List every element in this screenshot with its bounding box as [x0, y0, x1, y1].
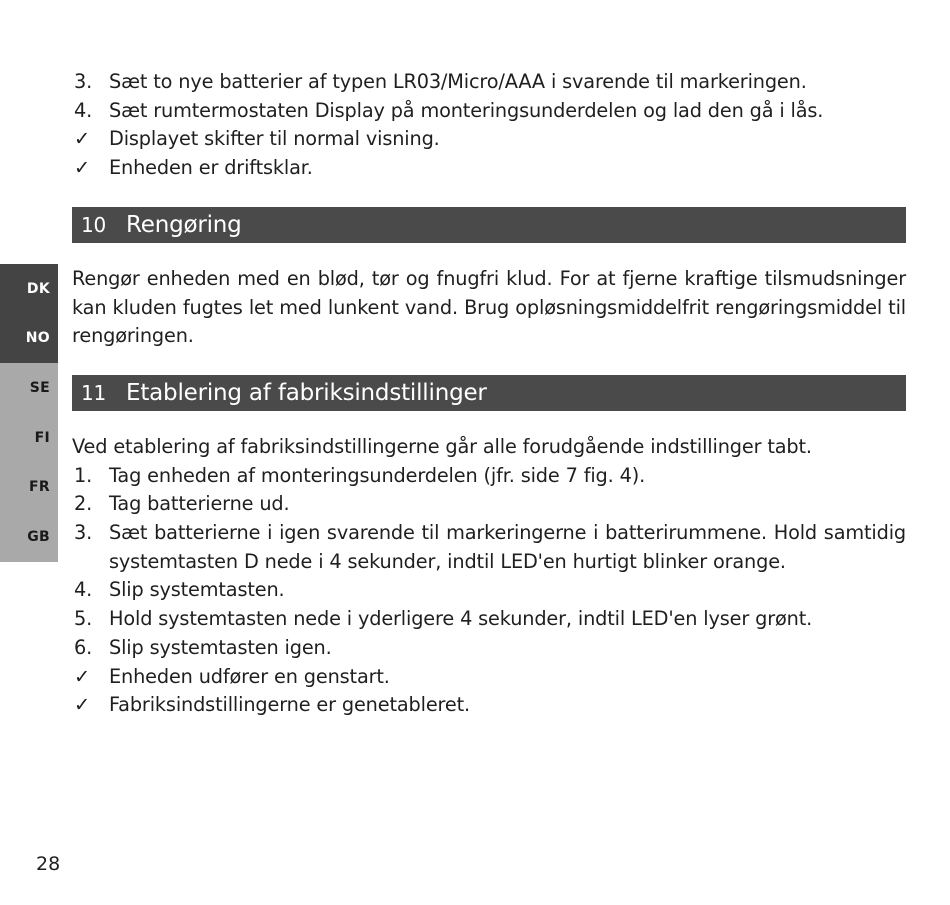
- list-item: [72, 663, 906, 692]
- check-icon: ✓: [74, 664, 91, 688]
- section-number: 11: [81, 380, 107, 405]
- language-tab-se[interactable]: [0, 363, 58, 413]
- step-text: Fabriksindstillingerne er genetableret.: [109, 693, 470, 717]
- list-item: [72, 691, 906, 720]
- step-text: Hold systemtasten nede i yderligere 4 sekunder, indtil LED'en lyser grønt.: [109, 607, 813, 631]
- list-item: [72, 68, 906, 97]
- section-heading-10: [72, 207, 906, 243]
- list-item: [72, 490, 906, 519]
- step-text: Displayet skifter til normal visning.: [109, 127, 440, 151]
- step-number: 1.: [74, 463, 93, 487]
- step-text: Tag batterierne ud.: [109, 492, 290, 516]
- section-heading-11: [72, 375, 906, 411]
- language-tab-dk[interactable]: [0, 264, 58, 314]
- language-tab-label: NO: [25, 330, 50, 347]
- step-number: 4.: [74, 578, 93, 602]
- language-tab-label: SE: [29, 379, 50, 396]
- list-item: [72, 97, 906, 126]
- list-item: [72, 605, 906, 634]
- step-text: Sæt to nye batterier af typen LR03/Micro/AAA i svarende til markeringen.: [109, 70, 807, 93]
- page-content: [72, 68, 906, 720]
- language-tab-fi[interactable]: [0, 413, 58, 463]
- intro-step-list: [72, 68, 906, 183]
- section-11-step-list: [72, 462, 906, 720]
- step-text: Tag enheden af monteringsunderdelen (jfr. side 7 fig. 4).: [109, 463, 646, 487]
- step-text: Slip systemtasten.: [109, 578, 285, 602]
- check-icon: ✓: [74, 127, 91, 151]
- language-tab-fr[interactable]: [0, 462, 58, 512]
- check-icon: ✓: [74, 693, 91, 717]
- step-number: 5.: [74, 607, 93, 631]
- language-tab-gb[interactable]: [0, 512, 58, 562]
- list-item: [72, 576, 906, 605]
- step-number: 4.: [74, 98, 93, 122]
- list-item: [72, 462, 906, 491]
- language-tabs: [0, 264, 58, 562]
- step-number: 3.: [74, 521, 93, 545]
- language-tab-label: DK: [26, 280, 50, 297]
- step-text: Sæt rumtermostaten Display på monteringsunderdelen og lad den gå i lås.: [109, 98, 824, 122]
- list-item: [72, 154, 906, 183]
- language-tab-label: GB: [27, 528, 50, 545]
- step-text: Enheden er driftsklar.: [109, 156, 313, 180]
- section-title: Rengøring: [126, 211, 242, 238]
- step-text: Slip systemtasten igen.: [109, 635, 332, 659]
- step-text: Sæt batterierne i igen svarende til markeringerne i batterirummene. Hold samtidig systemtasten D nede i 4 sekunder, indtil LED'en hurtigt blinker orange.: [109, 521, 906, 573]
- language-tab-label: FI: [34, 429, 50, 446]
- step-number: 6.: [74, 635, 93, 659]
- section-10-body: Rengør enheden med en blød, tør og fnugfri klud. For at fjerne kraftige tilsmudsninger kan kluden fugtes let med lunkent vand. Brug opløsningsmiddelfrit rengøringsmiddel til rengøringen.: [72, 266, 906, 348]
- section-number: 10: [81, 212, 107, 237]
- step-number: 2.: [74, 492, 93, 516]
- step-number: 3.: [74, 70, 93, 93]
- language-tab-no[interactable]: [0, 314, 58, 364]
- list-item: [72, 634, 906, 663]
- check-icon: ✓: [74, 156, 91, 180]
- language-tab-label: FR: [29, 479, 50, 496]
- section-11-intro: Ved etablering af fabriksindstillingerne går alle forudgående indstillinger tabt.: [72, 434, 812, 458]
- list-item: [72, 125, 906, 154]
- list-item: [72, 519, 906, 576]
- section-title: Etablering af fabriksindstillinger: [126, 379, 487, 406]
- page-number: 28: [36, 853, 61, 875]
- step-text: Enheden udfører en genstart.: [109, 664, 390, 688]
